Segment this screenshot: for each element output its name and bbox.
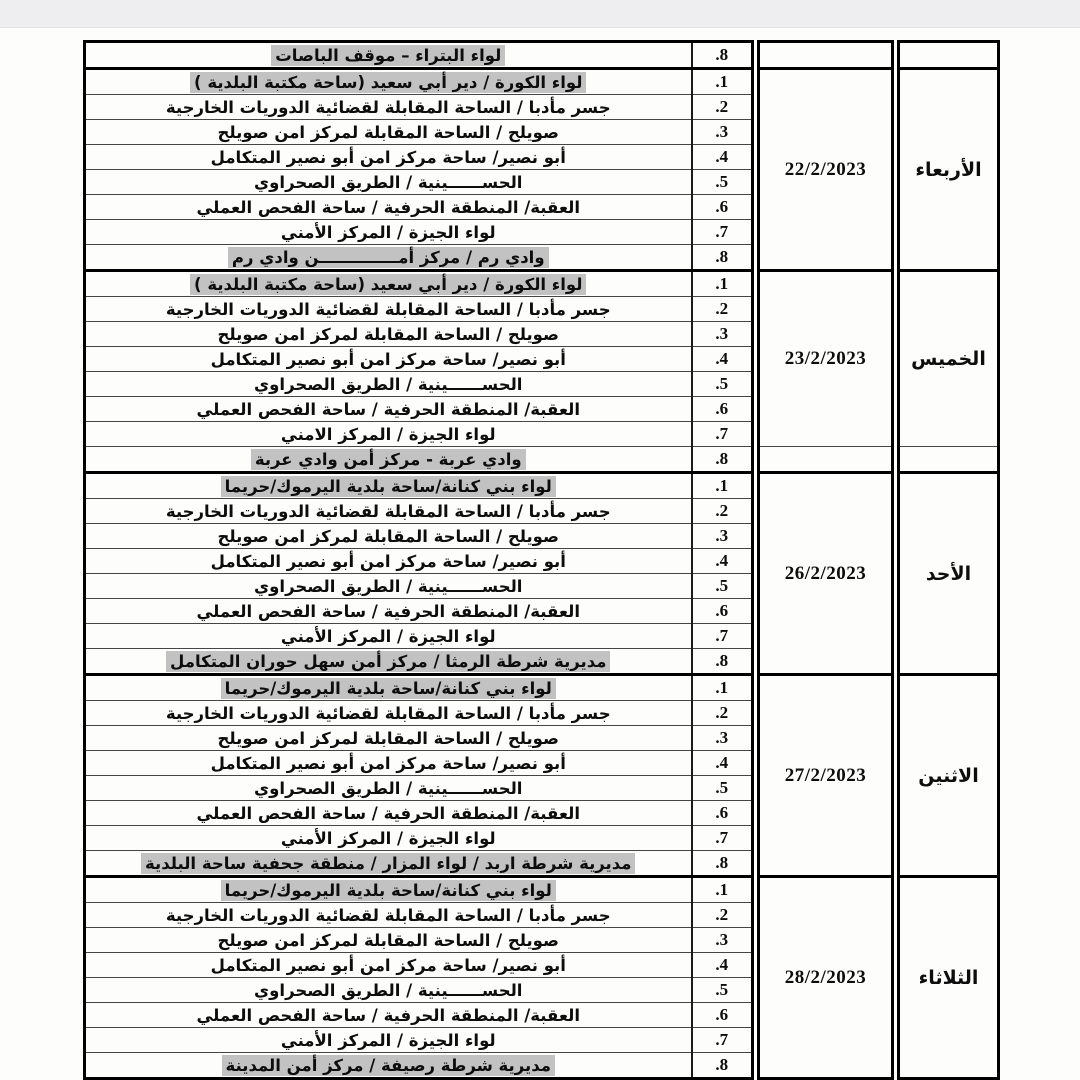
date-cell: 23/2/2023	[756, 271, 896, 447]
row-number-cell: .4	[692, 347, 756, 372]
location-text: أبو نصير/ ساحة مركز امن أبو نصير المتكامل	[210, 349, 566, 369]
location-cell	[85, 145, 692, 170]
location-cell	[85, 447, 692, 473]
location-cell	[85, 751, 692, 776]
location-cell	[85, 473, 692, 499]
row-number-cell: .2	[692, 701, 756, 726]
location-text: الحســــــينية / الطريق الصحراوي	[254, 374, 523, 394]
location-cell	[85, 245, 692, 271]
location-cell	[85, 347, 692, 372]
row-number-cell: .6	[692, 195, 756, 220]
location-cell	[85, 776, 692, 801]
location-text: أبو نصير/ ساحة مركز امن أبو نصير المتكامل	[210, 753, 566, 773]
photo-top-strip	[0, 0, 1080, 28]
row-number-cell: .8	[692, 851, 756, 877]
location-text: صويلح / الساحة المقابلة لمركز امن صويلح	[217, 728, 559, 748]
row-number-cell: .6	[692, 599, 756, 624]
location-text-highlighted: مديرية شرطة اربد / لواء المزار / منطقة جحفية ساحة البلدية	[141, 853, 635, 874]
location-cell	[85, 220, 692, 245]
location-cell	[85, 726, 692, 751]
table-row	[85, 675, 999, 701]
row-number-cell: .3	[692, 726, 756, 751]
date-cell-empty	[756, 447, 896, 473]
row-number-cell: .7	[692, 624, 756, 649]
row-number-cell: .4	[692, 549, 756, 574]
location-text: لواء الجيزة / المركز الامني	[280, 424, 496, 444]
location-cell	[85, 1003, 692, 1028]
day-cell-empty	[896, 447, 999, 473]
location-cell	[85, 649, 692, 675]
row-number-cell: .6	[692, 801, 756, 826]
row-number-cell: .1	[692, 473, 756, 499]
row-number-cell: .3	[692, 524, 756, 549]
row-number-cell: .5	[692, 776, 756, 801]
row-number-cell: .1	[692, 877, 756, 903]
location-cell	[85, 422, 692, 447]
location-cell	[85, 195, 692, 220]
table-row	[85, 447, 999, 473]
row-number-cell: .7	[692, 1028, 756, 1053]
location-cell	[85, 877, 692, 903]
row-number-cell: .4	[692, 953, 756, 978]
date-cell: 22/2/2023	[756, 69, 896, 271]
location-text: الحســــــينية / الطريق الصحراوي	[254, 778, 523, 798]
location-cell	[85, 95, 692, 120]
location-cell	[85, 271, 692, 297]
location-cell	[85, 397, 692, 422]
row-number-cell: .8	[692, 1053, 756, 1079]
location-text: الحســــــينية / الطريق الصحراوي	[254, 172, 523, 192]
location-text: الحســــــينية / الطريق الصحراوي	[254, 576, 523, 596]
location-cell	[85, 801, 692, 826]
location-text: الحســــــينية / الطريق الصحراوي	[254, 980, 523, 1000]
location-cell	[85, 1053, 692, 1079]
row-number-cell: .1	[692, 69, 756, 95]
table-row	[85, 877, 999, 903]
location-cell	[85, 903, 692, 928]
day-cell: الأحد	[896, 473, 999, 675]
location-cell	[85, 322, 692, 347]
location-text: جسر مأدبا / الساحة المقابلة لقضائية الدوريات الخارجية	[165, 905, 611, 925]
row-number-cell: .4	[692, 145, 756, 170]
day-cell: الثلاثاء	[896, 877, 999, 1079]
location-cell	[85, 978, 692, 1003]
location-text: جسر مأدبا / الساحة المقابلة لقضائية الدوريات الخارجية	[165, 703, 611, 723]
location-text: لواء الجيزة / المركز الأمني	[280, 626, 496, 646]
location-text-highlighted: لواء بني كنانة/ساحة بلدية اليرموك/حريما	[221, 880, 556, 901]
day-cell: الأربعاء	[896, 69, 999, 271]
location-text-highlighted: لواء البتراء – موقف الباصات	[271, 45, 505, 66]
row-number-cell: .3	[692, 120, 756, 145]
location-text-highlighted: لواء بني كنانة/ساحة بلدية اليرموك/حريما	[221, 476, 556, 497]
location-cell	[85, 549, 692, 574]
location-text: أبو نصير/ ساحة مركز امن أبو نصير المتكامل	[210, 147, 566, 167]
location-cell	[85, 524, 692, 549]
location-text-highlighted: وادي رم / مركز أمــــــــــــــن وادي رم	[228, 247, 549, 268]
row-number-cell: .2	[692, 499, 756, 524]
location-cell	[85, 928, 692, 953]
location-text: لواء الجيزة / المركز الأمني	[280, 222, 496, 242]
date-cell: 27/2/2023	[756, 675, 896, 877]
location-text: صويلح / الساحة المقابلة لمركز امن صويلح	[217, 930, 559, 950]
location-text-highlighted: مديرية شرطة الرمثا / مركز أمن سهل حوران المتكامل	[166, 651, 610, 672]
row-number-cell: .8	[692, 42, 756, 69]
row-number-cell: .7	[692, 220, 756, 245]
location-cell	[85, 953, 692, 978]
location-cell	[85, 297, 692, 322]
row-number-cell: .6	[692, 1003, 756, 1028]
table-row	[85, 271, 999, 297]
location-text: جسر مأدبا / الساحة المقابلة لقضائية الدوريات الخارجية	[165, 299, 611, 319]
day-cell: الاثنين	[896, 675, 999, 877]
location-cell	[85, 1028, 692, 1053]
row-number-cell: .8	[692, 649, 756, 675]
table-row	[85, 473, 999, 499]
location-text-highlighted: وادي عربة - مركز أمن وادي عربة	[251, 449, 526, 470]
location-cell	[85, 624, 692, 649]
location-cell	[85, 170, 692, 195]
location-text: صويلح / الساحة المقابلة لمركز امن صويلح	[217, 526, 559, 546]
row-number-cell: .8	[692, 245, 756, 271]
date-cell-empty	[756, 42, 896, 69]
location-text: جسر مأدبا / الساحة المقابلة لقضائية الدوريات الخارجية	[165, 97, 611, 117]
location-text: العقبة/ المنطقة الحرفية / ساحة الفحص العملي	[196, 1005, 581, 1025]
location-text: العقبة/ المنطقة الحرفية / ساحة الفحص العملي	[196, 803, 581, 823]
location-cell	[85, 499, 692, 524]
row-number-cell: .2	[692, 95, 756, 120]
location-text-highlighted: مديرية شرطة رصيفة / مركز أمن المدينة	[222, 1055, 555, 1076]
row-number-cell: .5	[692, 978, 756, 1003]
row-number-cell: .2	[692, 297, 756, 322]
location-cell	[85, 701, 692, 726]
location-cell	[85, 120, 692, 145]
location-text: العقبة/ المنطقة الحرفية / ساحة الفحص العملي	[196, 197, 581, 217]
table-row	[85, 42, 999, 69]
location-text: أبو نصير/ ساحة مركز امن أبو نصير المتكامل	[210, 551, 566, 571]
row-number-cell: .8	[692, 447, 756, 473]
location-cell	[85, 599, 692, 624]
location-text: صويلح / الساحة المقابلة لمركز امن صويلح	[217, 122, 559, 142]
schedule-table	[83, 40, 1000, 1080]
location-cell	[85, 826, 692, 851]
location-cell	[85, 372, 692, 397]
location-cell	[85, 851, 692, 877]
day-cell-empty	[896, 42, 999, 69]
location-cell	[85, 69, 692, 95]
location-text-highlighted: لواء الكورة / دير أبي سعيد (ساحة مكتبة البلدية )	[190, 72, 586, 93]
row-number-cell: .5	[692, 372, 756, 397]
location-text: لواء الجيزة / المركز الأمني	[280, 1030, 496, 1050]
date-cell: 26/2/2023	[756, 473, 896, 675]
date-cell: 28/2/2023	[756, 877, 896, 1079]
location-text-highlighted: لواء الكورة / دير أبي سعيد (ساحة مكتبة البلدية )	[190, 274, 586, 295]
location-text: لواء الجيزة / المركز الأمني	[280, 828, 496, 848]
row-number-cell: .4	[692, 751, 756, 776]
row-number-cell: .3	[692, 928, 756, 953]
location-text-highlighted: لواء بني كنانة/ساحة بلدية اليرموك/حريما	[221, 678, 556, 699]
location-text: جسر مأدبا / الساحة المقابلة لقضائية الدوريات الخارجية	[165, 501, 611, 521]
row-number-cell: .6	[692, 397, 756, 422]
row-number-cell: .5	[692, 574, 756, 599]
location-cell	[85, 675, 692, 701]
row-number-cell: .2	[692, 903, 756, 928]
row-number-cell: .5	[692, 170, 756, 195]
row-number-cell: .7	[692, 422, 756, 447]
row-number-cell: .1	[692, 675, 756, 701]
location-text: أبو نصير/ ساحة مركز امن أبو نصير المتكامل	[210, 955, 566, 975]
row-number-cell: .1	[692, 271, 756, 297]
row-number-cell: .7	[692, 826, 756, 851]
location-text: العقبة/ المنطقة الحرفية / ساحة الفحص العملي	[196, 601, 581, 621]
row-number-cell: .3	[692, 322, 756, 347]
table-row	[85, 69, 999, 95]
day-cell: الخميس	[896, 271, 999, 447]
location-cell	[85, 574, 692, 599]
location-text: العقبة/ المنطقة الحرفية / ساحة الفحص العملي	[196, 399, 581, 419]
location-cell	[85, 42, 692, 69]
location-text: صويلح / الساحة المقابلة لمركز امن صويلح	[217, 324, 559, 344]
schedule-body	[85, 42, 999, 1079]
